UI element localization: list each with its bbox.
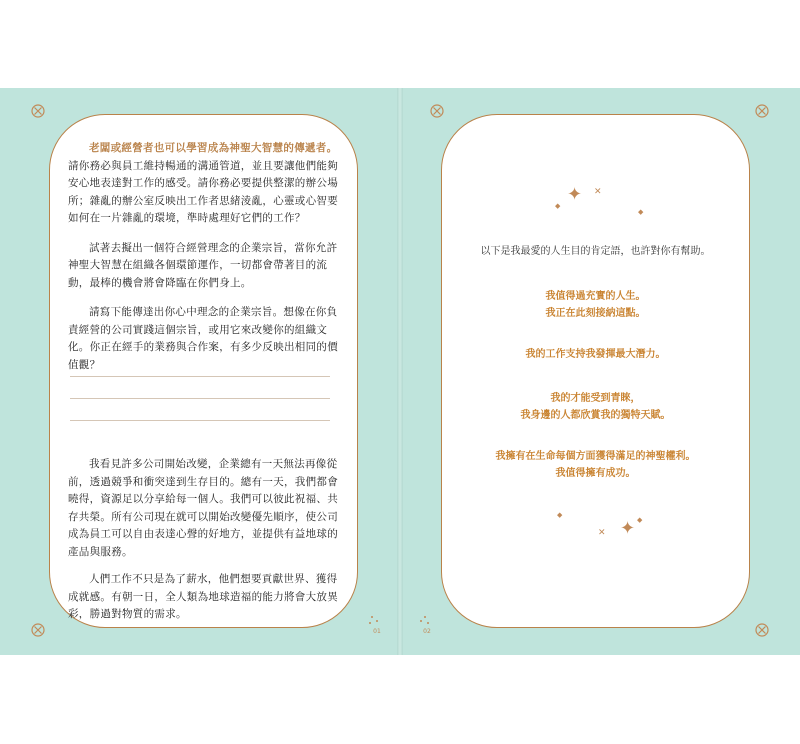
affirmation-1 xyxy=(441,288,750,322)
book-gutter xyxy=(397,88,403,655)
page-heading: 老闆或經營者也可以學習成為神聖大智慧的傳遞者。 xyxy=(89,142,338,154)
writing-line xyxy=(70,376,330,377)
sparkle-dot-icon: ◆ xyxy=(555,202,561,210)
corner-ornament-icon xyxy=(755,623,769,637)
affirmation-4 xyxy=(441,448,750,482)
writing-line xyxy=(70,398,330,399)
sparkle-icon: ✦ xyxy=(620,518,636,539)
sparkle-cross-icon: ✕ xyxy=(598,528,606,538)
sparkle-dot-icon: ◆ xyxy=(638,208,644,216)
paragraph-4: 我看見許多公司開始改變，企業總有一天無法再像從前，透過競爭和衝突達到生存目的。總有一天，我們都會曉得，資源足以分享給每一個人。我們可以彼此祝福、共存共榮。所有公司現在就可以開始改變優先順序，使公司成為員工可以自由表達心聲的好地方，並提供有益地球的產品與服務。 xyxy=(68,458,338,558)
sparkle-dot-icon: ◆ xyxy=(637,516,643,524)
corner-ornament-icon xyxy=(430,104,444,118)
writing-line xyxy=(70,420,330,421)
affirmation-line: 我擁有在生命每個方面獲得滿足的神聖權利。 xyxy=(495,451,696,462)
affirmation-line: 我身邊的人都欣賞我的獨特天賦。 xyxy=(520,410,671,421)
paragraph-intro xyxy=(68,140,340,228)
left-page-text-bottom xyxy=(68,456,340,634)
corner-ornament-icon xyxy=(31,104,45,118)
sparkle-dot-icon: ◆ xyxy=(557,511,563,519)
page-number-dots-icon xyxy=(417,614,437,626)
writing-lines xyxy=(70,376,330,442)
paragraph-2: 試著去擬出一個符合經營理念的企業宗旨，當你允許神聖大智慧在組織各個環節運作，一切都會帶著目的流動，最棒的機會將會降臨在你們身上。 xyxy=(68,241,338,289)
paragraph-5: 人們工作不只是為了薪水，他們想要貢獻世界、獲得成就感。有朝一日，全人類為地球造福的能力將會大放異彩，勝過對物質的需求。 xyxy=(68,573,338,620)
page-number-right: 02 xyxy=(423,628,431,635)
affirmations-intro: 以下是我最愛的人生目的肯定語，也許對你有幫助。 xyxy=(480,246,711,257)
affirmation-line: 我正在此刻接納這點。 xyxy=(545,308,646,319)
sparkle-icon: ✦ xyxy=(567,184,583,205)
corner-ornament-icon xyxy=(31,623,45,637)
affirmation-line: 我的才能受到青睞， xyxy=(550,393,641,404)
sparkle-cross-icon: ✕ xyxy=(594,187,602,197)
corner-ornament-icon xyxy=(755,104,769,118)
affirmation-3 xyxy=(441,390,750,424)
paragraph-1: 請你務必與員工維持暢通的溝通管道，並且要讓他們能夠安心地表達對工作的感受。請你務必要提供整潔的辦公場所；雜亂的辦公室反映出工作者思緒淩亂，心靈或心智要如何在一片雜亂的環境，準時處理好它們的工作？ xyxy=(68,159,338,224)
page-number-left: 01 xyxy=(373,628,381,635)
affirmation-line: 我的工作支持我發揮最大潛力。 xyxy=(525,349,666,360)
affirmation-2 xyxy=(441,346,750,363)
affirmation-line: 我值得過充實的人生。 xyxy=(545,291,646,302)
page-number-dots-icon xyxy=(367,614,387,626)
affirmation-line: 我值得擁有成功。 xyxy=(555,468,636,479)
paragraph-3: 請寫下能傳達出你心中理念的企業宗旨。想像在你負責經營的公司實踐這個宗旨，或用它來改變你的組織文化。你正在經手的業務與合作案，有多少反映出相同的價值觀？ xyxy=(68,306,338,371)
left-page-text-top xyxy=(68,140,340,386)
